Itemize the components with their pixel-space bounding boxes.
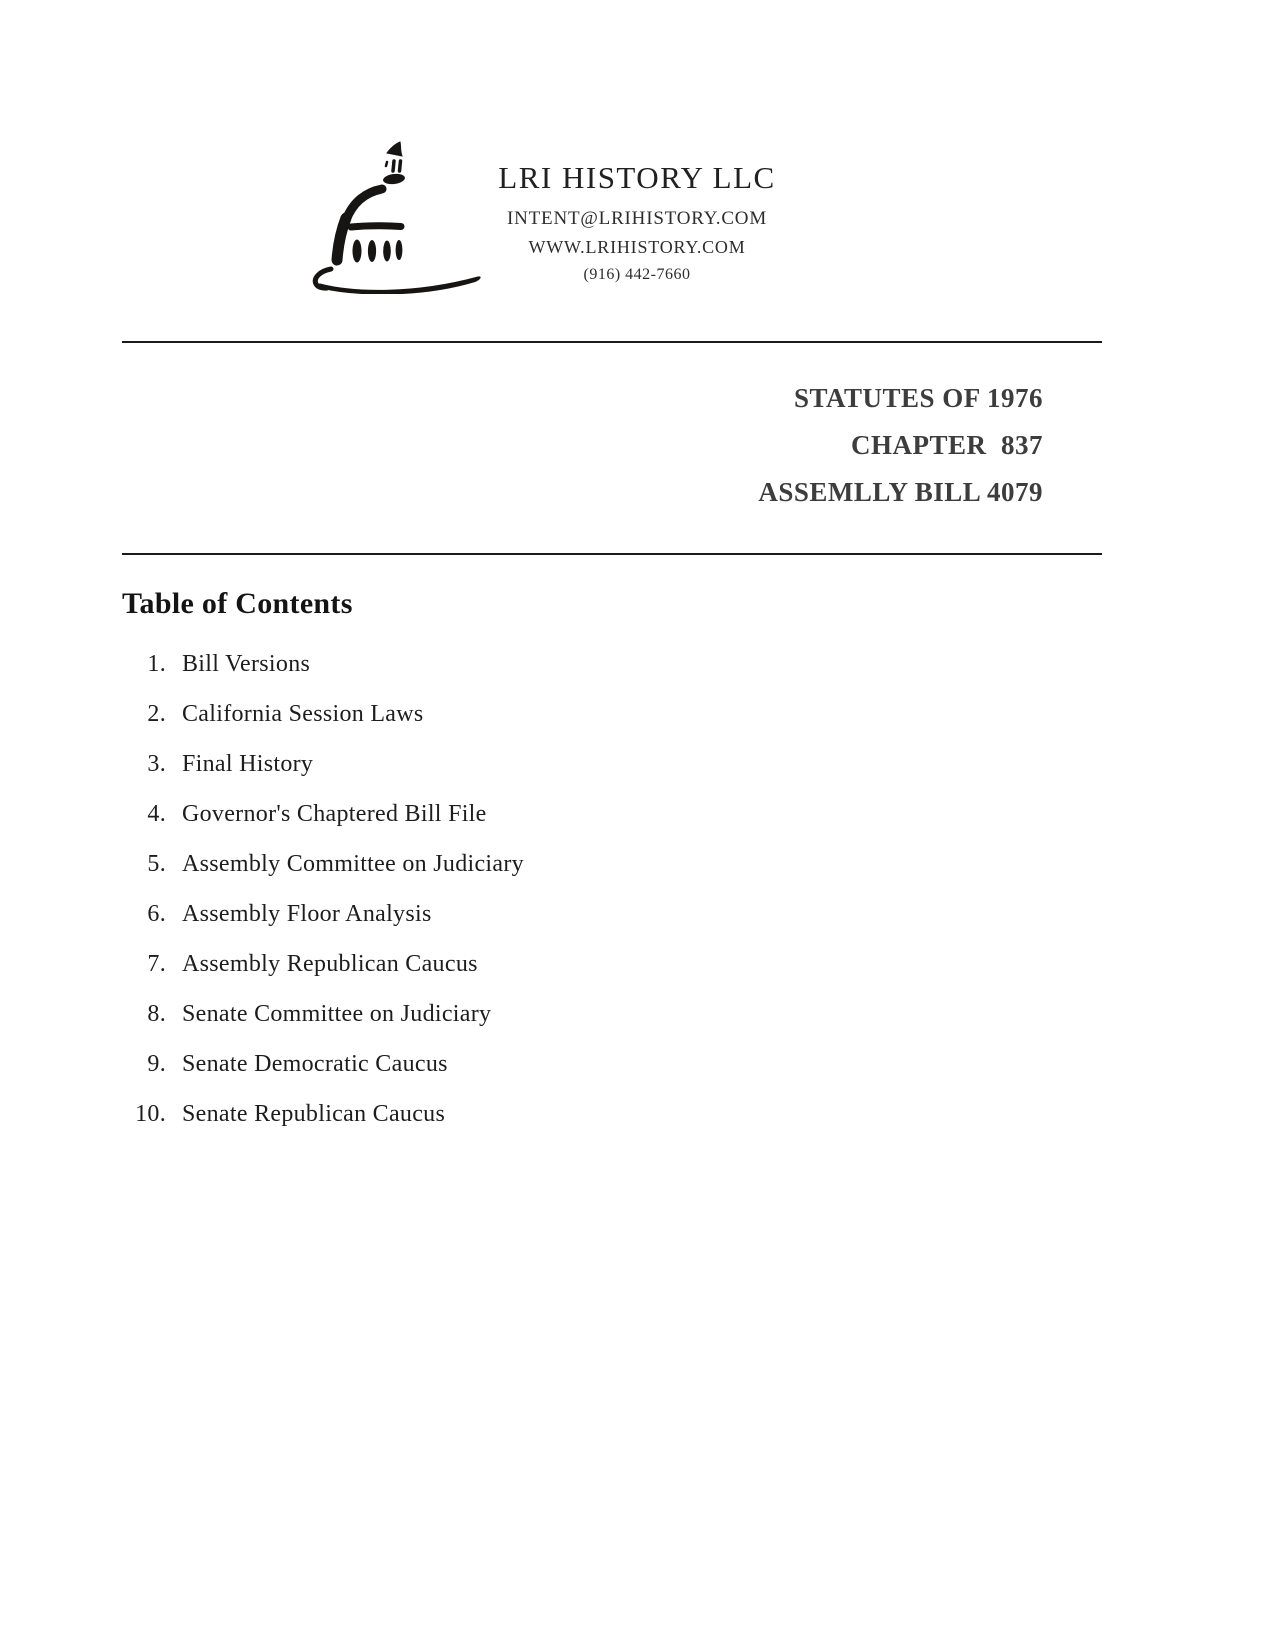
toc-item — [122, 799, 1102, 829]
statutes-year-line: STATUTES OF 1976 — [793, 383, 1043, 413]
toc-item-label: Assembly Republican Caucus — [182, 951, 478, 977]
toc-item-label: Senate Republican Caucus — [182, 1101, 446, 1127]
toc-item-label: Governor's Chaptered Bill File — [182, 801, 487, 827]
company-website: WWW.LRIHISTORY.COM — [528, 237, 746, 257]
toc-item-number: 2. — [147, 701, 166, 727]
toc-item — [122, 949, 1102, 979]
company-phone: (916) 442-7660 — [583, 266, 691, 283]
toc-item-label: Assembly Floor Analysis — [182, 901, 432, 927]
toc-item — [122, 649, 1102, 679]
toc-item — [122, 999, 1102, 1029]
capitol-dome-icon — [310, 138, 482, 294]
toc-item-number: 10. — [135, 1101, 166, 1127]
divider-bottom — [122, 553, 1102, 555]
toc-item-number: 4. — [147, 801, 166, 827]
toc-item — [122, 749, 1102, 779]
company-info-block — [482, 160, 792, 289]
company-name: LRI HISTORY LLC — [498, 160, 776, 195]
toc-item-number: 1. — [147, 651, 166, 677]
toc-list — [122, 649, 1102, 1129]
toc-item-label: Senate Committee on Judiciary — [182, 1001, 492, 1027]
toc-item-number: 5. — [147, 851, 166, 877]
toc-item-number: 6. — [147, 901, 166, 927]
toc-item-label: Assembly Committee on Judiciary — [182, 851, 524, 877]
toc-heading: Table of Contents — [122, 587, 353, 620]
letterhead — [122, 138, 1102, 294]
toc-item-number: 3. — [147, 751, 166, 777]
toc-item — [122, 1099, 1102, 1129]
divider-top — [122, 341, 1102, 343]
toc-item-number: 7. — [147, 951, 166, 977]
toc-item — [122, 899, 1102, 929]
toc-item-label: Final History — [182, 751, 314, 777]
toc-item-number: 9. — [147, 1051, 166, 1077]
toc-section — [122, 585, 1102, 1129]
document-title-block — [122, 375, 1102, 516]
company-email: INTENT@LRIHISTORY.COM — [506, 208, 768, 229]
toc-item-label: Senate Democratic Caucus — [182, 1051, 448, 1077]
toc-item — [122, 849, 1102, 879]
toc-item-number: 8. — [147, 1001, 166, 1027]
toc-item — [122, 699, 1102, 729]
chapter-number-line: CHAPTER 837 — [850, 430, 1043, 460]
assembly-bill-line: ASSEMLLY BILL 4079 — [758, 477, 1043, 507]
toc-item-label: Bill Versions — [182, 651, 311, 677]
toc-item-label: California Session Laws — [182, 701, 424, 727]
toc-item — [122, 1049, 1102, 1079]
